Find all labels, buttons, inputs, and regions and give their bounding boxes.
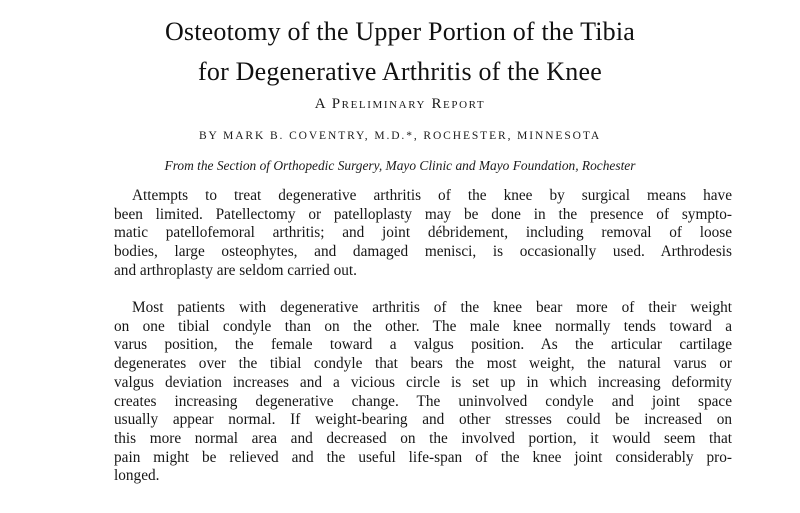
paragraph-line: Most patients with degenerative arthritis of the knee bear more of their weight bbox=[132, 299, 732, 316]
paragraph-line: usually appear normal. If weight-bearing and other stresses could be increased on bbox=[114, 411, 732, 429]
paragraph-1 bbox=[114, 187, 732, 281]
paragraph-2 bbox=[114, 299, 732, 486]
paragraph-line: matic patellofemoral arthritis; and joint débridement, including removal of loose bbox=[114, 224, 732, 242]
paragraph-line: this more normal area and decreased on the involved portion, it would seem that bbox=[114, 429, 732, 447]
paragraph-line: been limited. Patellectomy or patelloplasty may be done in the presence of sympto- bbox=[114, 205, 732, 223]
paragraph-line: and arthroplasty are seldom carried out. bbox=[114, 261, 357, 279]
paragraph-line: creates increasing degenerative change. The uninvolved condyle and joint space bbox=[114, 392, 732, 410]
paragraph-line: degenerates over the tibial condyle that bears the most weight, the natural varus or bbox=[114, 355, 732, 373]
article-title-line-1: Osteotomy of the Upper Portion of the Tibia bbox=[164, 17, 636, 46]
paragraph-line: valgus deviation increases and a vicious circle is set up in which increasing deformity bbox=[114, 373, 732, 391]
paragraph-line: pain might be relieved and the useful life-span of the knee joint considerably pro- bbox=[114, 448, 732, 466]
paragraph-line: varus position, the female toward a valgus position. As the articular cartilage bbox=[114, 336, 732, 354]
paragraph-line: longed. bbox=[114, 467, 160, 485]
paragraph-line: bodies, large osteophytes, and damaged menisci, is occasionally used. Arthrodesis bbox=[114, 243, 732, 261]
paragraph-line: Attempts to treat degenerative arthritis of the knee by surgical means have bbox=[132, 187, 732, 204]
article-title-line-2: for Degenerative Arthritis of the Knee bbox=[198, 57, 602, 86]
article-subtitle: A Preliminary Report bbox=[314, 96, 486, 112]
paragraph-line: on one tibial condyle than on the other. The male knee normally tends toward a bbox=[114, 317, 732, 335]
author-affiliation: From the Section of Orthopedic Surgery, Mayo Clinic and Mayo Foundation, Rochester bbox=[164, 158, 636, 173]
author-byline: BY MARK B. COVENTRY, M.D.*, ROCHESTER, MINNESOTA bbox=[198, 130, 602, 142]
